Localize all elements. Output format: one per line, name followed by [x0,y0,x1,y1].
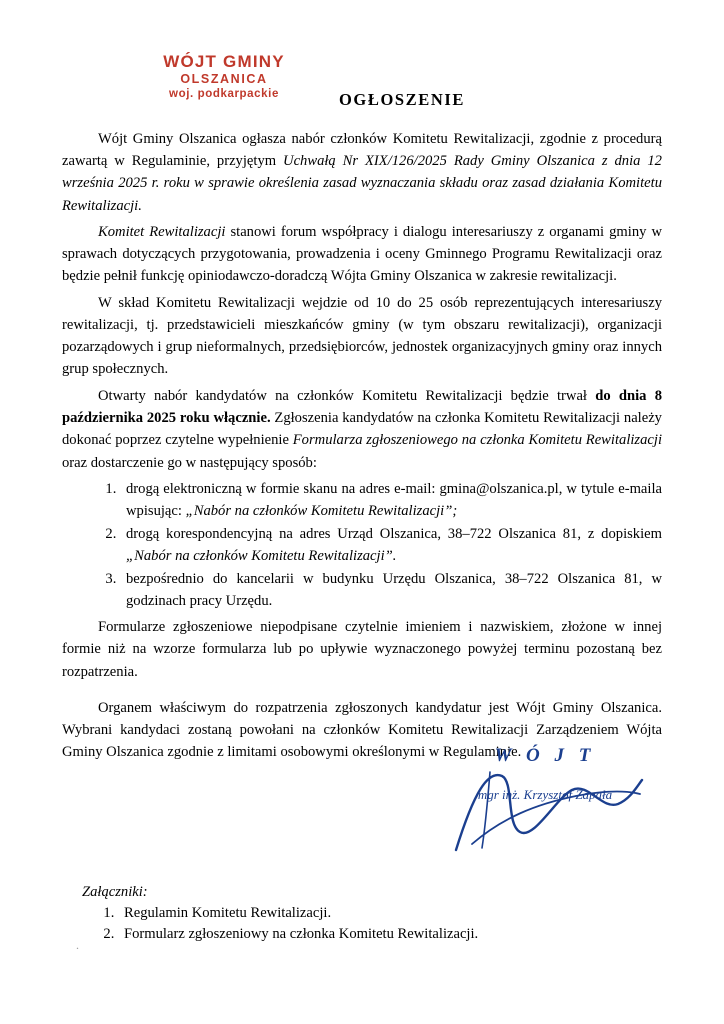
method-2-quote: „Nabór na członków Komitetu Rewitalizacji”. [126,548,397,565]
submission-methods-list [62,478,662,612]
paragraph-4 [62,385,662,474]
paragraph-5: Formularze zgłoszeniowe niepodpisane czytelnie imieniem i nazwiskiem, złożone w innej formie niż na wzorze formularza lub po upływie wyznaczonego powyżej terminu pozostaną bez rozpatrzenia. [62,619,662,680]
deadline-highlight: do dnia 8 października 2025 roku włącznie. [62,388,663,427]
paragraph-3: W skład Komitetu Rewitalizacji wejdzie od 10 do 25 osób reprezentujących interesariuszy rewitalizacji, tj. przedstawicieli mieszkańców gminy (w tym obszaru rewitalizacji), organizacji pozarządowych i grup nieformalnych, przedsiębiorców, jednostek organizacyjnych gminy oraz innych grup społecznych. [62,294,662,378]
paragraph-4-text-a: Otwarty nabór kandydatów na członków Komitetu Rewitalizacji będzie trwał [98,388,596,405]
signature-name: mgr inż. Krzysztof Zapała [477,787,613,802]
paragraph-4-text-b: Zgłoszenia kandydatów na członka Komitetu Rewitalizacji należy dokonać poprzez czytelne wypełnienie [62,410,662,449]
list-item: 1. Regulamin Komitetu Rewitalizacji. [118,903,642,924]
paragraph-1 [62,128,662,217]
form-name-reference: Formularza zgłoszeniowego na członka Komitetu Rewitalizacji [292,432,662,449]
page-corner-mark: . [76,938,79,952]
signature-block [430,745,660,803]
document-body [62,128,662,768]
paragraph-2 [62,221,662,288]
paragraph-1-resolution-ref: Uchwałą Nr XIX/126/2025 Rady Gminy Olszanica z dnia 12 września 2025 r. roku w sprawie określenia zasad wyznaczania składu oraz zasad działania Komitetu Rewitalizacji. [62,153,662,214]
signature-role: W Ó J T [494,745,596,766]
letterhead-line-2: OLSZANICA [180,72,268,87]
attachments-section [82,884,642,945]
list-item [120,568,662,612]
method-1-quote: „Nabór na członków Komitetu Rewitalizacji”; [185,503,458,520]
method-1-text: drogą elektroniczną w formie skanu na adres e-mail: gmina@olszanica.pl, w tytule e-maila wpisując: [126,481,662,520]
method-2-text: drogą korespondencyjną na adres Urząd Olszanica, 38–722 Olszanica 81, z dopiskiem [126,526,662,543]
paragraph-spacer [62,687,662,697]
list-item: 2. Formularz zgłoszeniowy na członka Komitetu Rewitalizacji. [118,924,642,945]
paragraph-2-text: stanowi forum współpracy i dialogu interesariuszy z organami gminy w sprawach dotyczących przygotowania, prowadzenia i oceny Gminnego Programu Rewitalizacji oraz będzie pełnił funkcję opiniodawczo-doradczą Wójta Gminy Olszanica w zakresie rewitalizacji. [62,224,662,285]
list-item [120,523,662,567]
letterhead-line-1: WÓJT GMINY [163,52,285,71]
method-3-text: bezpośrednio do kancelarii w budynku Urzędu Olszanica, 38–722 Olszanica 81, w godzinach pracy Urzędu. [126,571,662,610]
letterhead-line-3: woj. podkarpackie [169,88,279,101]
attachments-heading: Załączniki: [82,884,148,900]
page-title: OGŁOSZENIE [338,90,466,109]
paragraph-6: Organem właściwym do rozpatrzenia zgłoszonych kandydatur jest Wójt Gminy Olszanica. Wybrani kandydaci zostaną powołani na członków Komitetu Rewitalizacji Zarządzeniem Wójta Gminy Olszanica zgodnie z limitami osobowymi określonymi w Regulaminie. [62,700,662,761]
attachments-list [82,903,642,945]
list-item [120,478,662,522]
paragraph-4-text-c: oraz dostarczenie go w następujący sposób: [62,454,317,471]
paragraph-2-term: Komitet Rewitalizacji [98,224,226,241]
paragraph-1-text-a: Wójt Gminy Olszanica ogłasza nabór członków Komitetu Rewitalizacji, zgodnie z procedurą zawartą w Regulaminie, przyjętym [62,131,662,170]
